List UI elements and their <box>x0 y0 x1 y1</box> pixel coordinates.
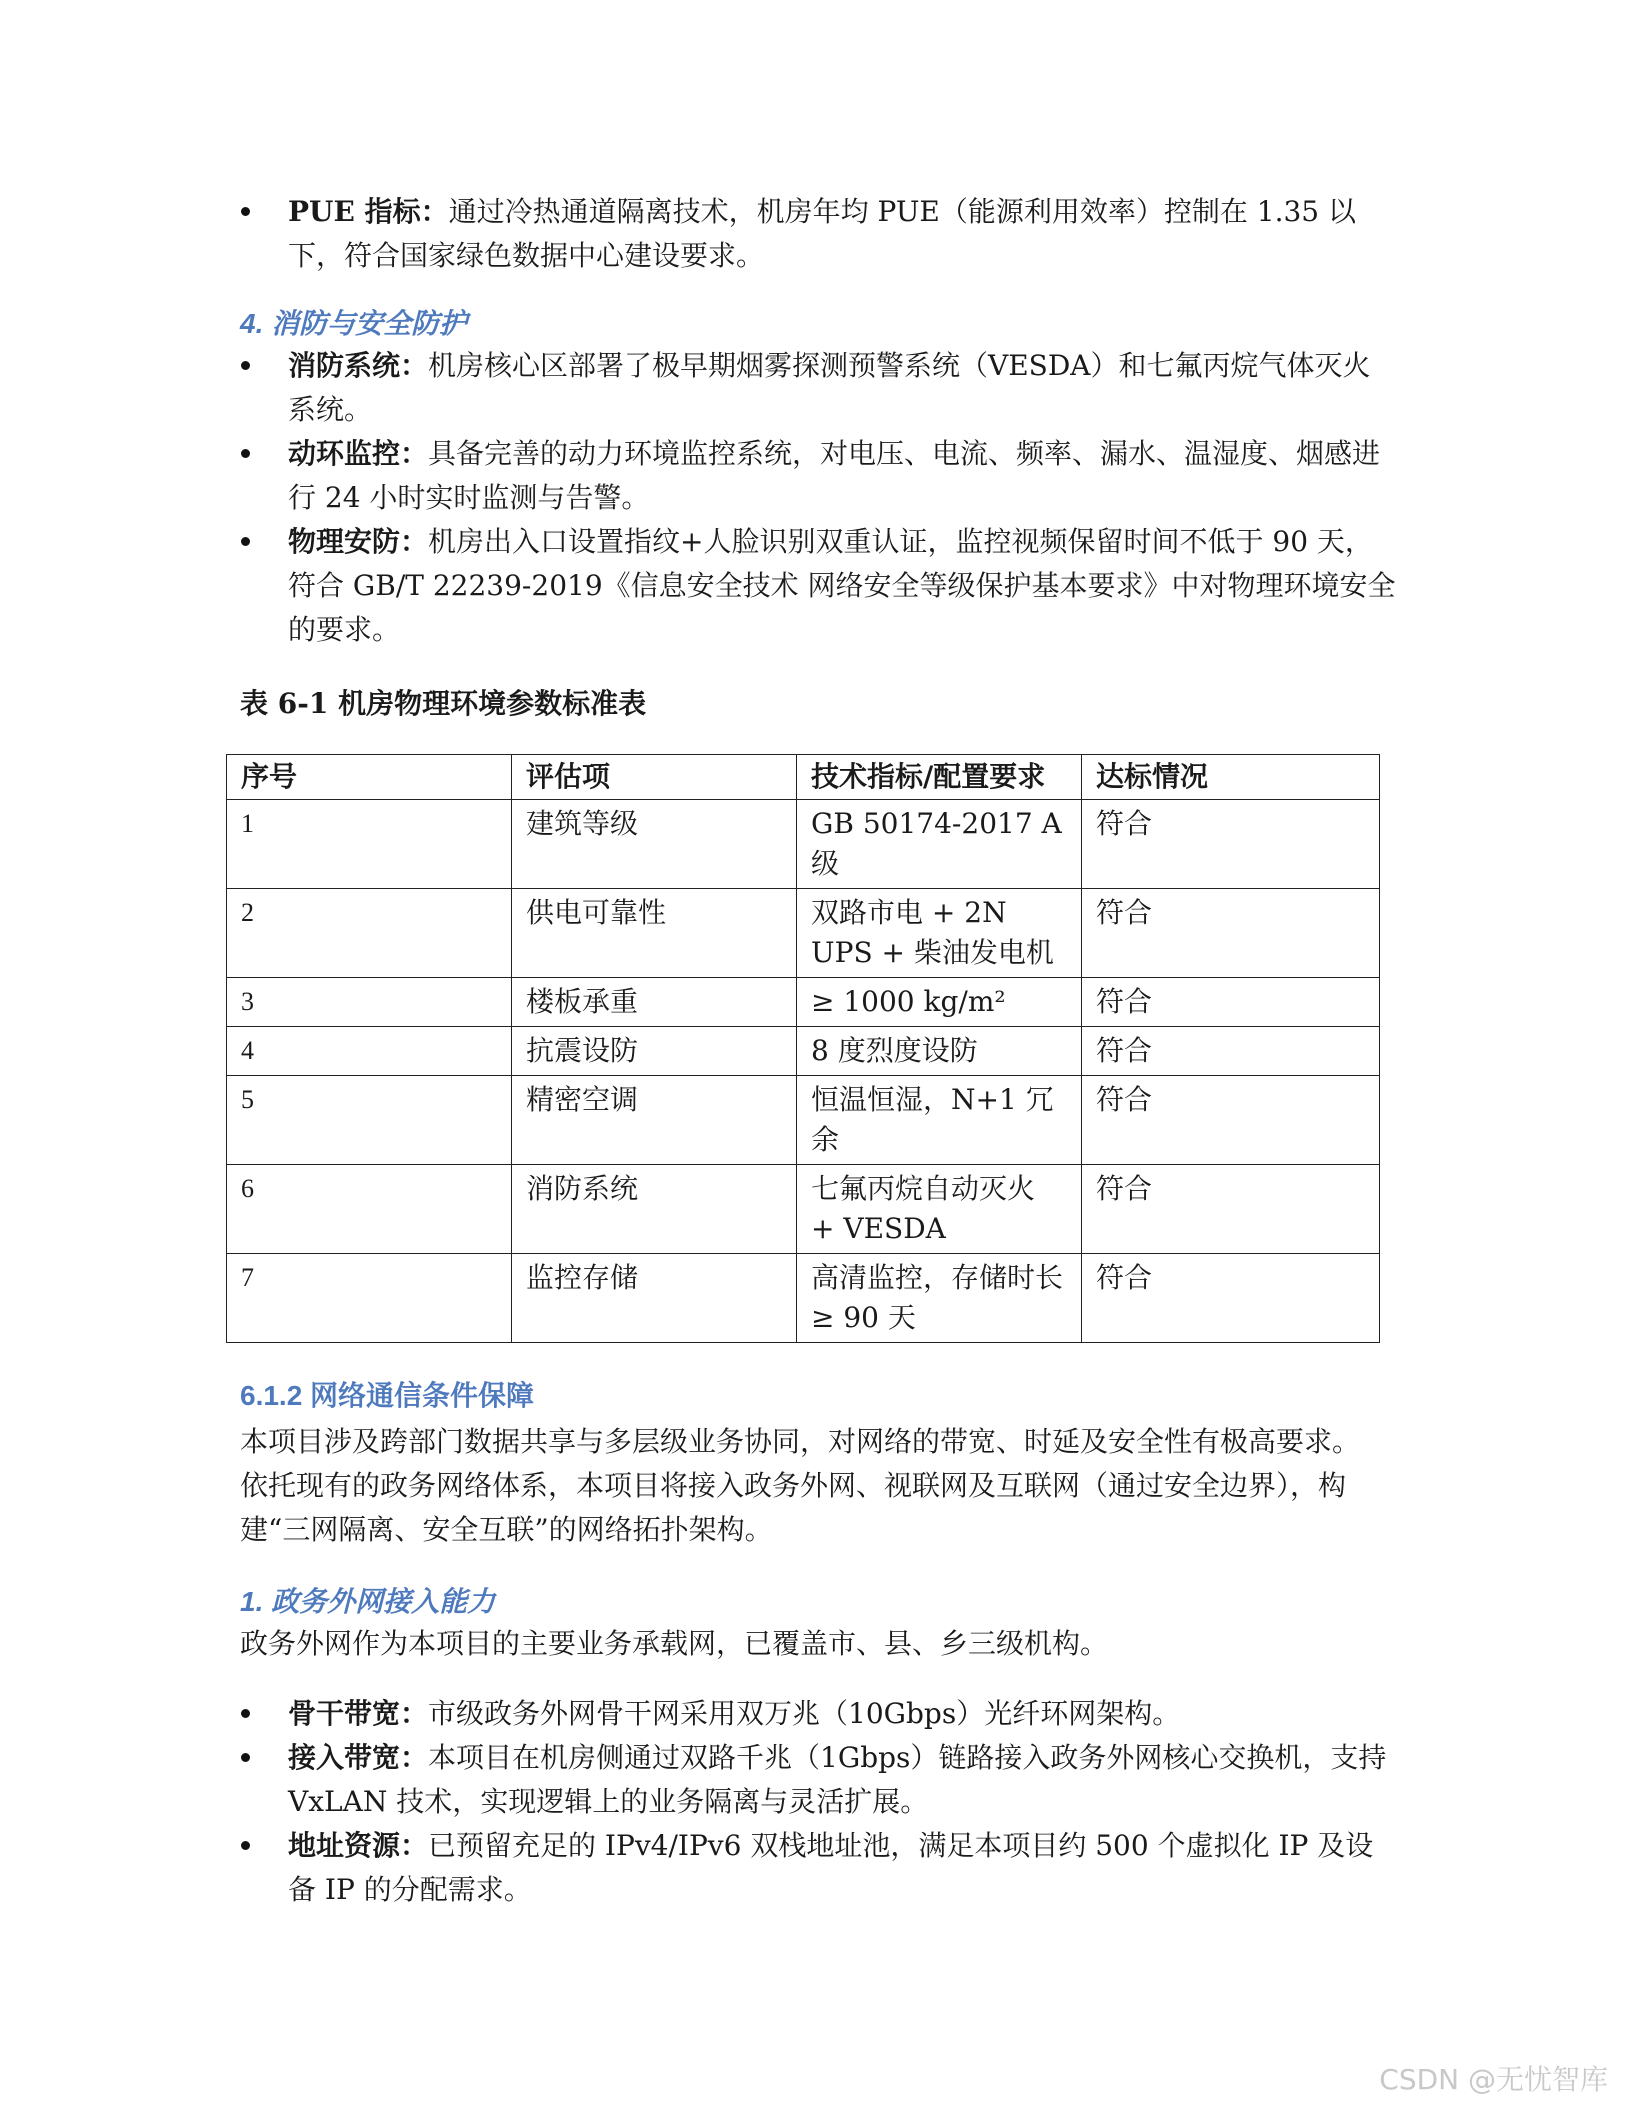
bullet-term: 动环监控： <box>288 437 429 470</box>
table-cell: 高清监控，存储时长 ≥ 90 天 <box>797 1254 1082 1343</box>
bullet-term: 地址资源： <box>288 1829 429 1862</box>
table-header-row <box>227 755 1380 800</box>
table-cell: 7 <box>227 1254 512 1343</box>
environment-parameter-table <box>226 754 1380 1343</box>
table-cell: GB 50174-2017 A 级 <box>797 800 1082 889</box>
table-cell: 2 <box>227 889 512 978</box>
table-cell: 符合 <box>1082 889 1380 978</box>
bullet-term: 消防系统： <box>288 349 429 382</box>
table-cell: 精密空调 <box>512 1076 797 1165</box>
table-cell: 抗震设防 <box>512 1027 797 1076</box>
watermark: CSDN @无忧智库 <box>1379 2063 1608 2096</box>
bullet-term: 物理安防： <box>288 525 429 558</box>
table-cell: ≥ 1000 kg/m² <box>797 978 1082 1027</box>
bullet-text: 具备完善的动力环境监控系统，对电压、电流、频率、漏水、温湿度、烟感进行 24 小时实时监测与告警。 <box>288 437 1381 514</box>
table-cell: 消防系统 <box>512 1165 797 1254</box>
table-row <box>227 889 1380 978</box>
bullet-text: 本项目在机房侧通过双路千兆（1Gbps）链路接入政务外网核心交换机，支持 VxLAN 技术，实现逻辑上的业务隔离与灵活扩展。 <box>288 1741 1387 1818</box>
table-row <box>227 800 1380 889</box>
bullet-item-physical-security <box>236 520 1396 652</box>
bullet-item-access-bandwidth <box>236 1736 1396 1824</box>
bullet-item-fire-system <box>236 344 1396 432</box>
column-header: 达标情况 <box>1082 755 1380 800</box>
table-cell: 4 <box>227 1027 512 1076</box>
table-cell: 双路市电 + 2N UPS + 柴油发电机 <box>797 889 1082 978</box>
table-row <box>227 1165 1380 1254</box>
table-cell: 七氟丙烷自动灭火 + VESDA <box>797 1165 1082 1254</box>
bullet-text: 市级政务外网骨干网采用双万兆（10Gbps）光纤环网架构。 <box>428 1697 1181 1730</box>
table-cell: 恒温恒湿，N+1 冗余 <box>797 1076 1082 1165</box>
fire-security-heading: 4. 消防与安全防护 <box>240 308 468 339</box>
table-cell: 符合 <box>1082 1254 1380 1343</box>
table-caption: 表 6-1 机房物理环境参数标准表 <box>240 687 647 720</box>
bullet-text: 通过冷热通道隔离技术，机房年均 PUE（能源利用效率）控制在 1.35 以下，符合国家绿色数据中心建设要求。 <box>288 195 1357 272</box>
table-cell: 5 <box>227 1076 512 1165</box>
table-row <box>227 1027 1380 1076</box>
bullet-text: 机房核心区部署了极早期烟雾探测预警系统（VESDA）和七氟丙烷气体灭火系统。 <box>288 349 1371 426</box>
egov-heading: 1. 政务外网接入能力 <box>240 1586 496 1617</box>
bullet-item-pue <box>236 190 1396 278</box>
bullet-text: 已预留充足的 IPv4/IPv6 双栈地址池，满足本项目约 500 个虚拟化 IP 及设备 IP 的分配需求。 <box>288 1829 1374 1906</box>
network-section-heading: 6.1.2 网络通信条件保障 <box>240 1380 535 1411</box>
egov-bullet-list <box>236 1692 1396 1912</box>
column-header: 技术指标/配置要求 <box>797 755 1082 800</box>
egov-paragraph: 政务外网作为本项目的主要业务承载网，已覆盖市、县、乡三级机构。 <box>240 1627 1109 1660</box>
bullet-item-backbone-bandwidth <box>236 1692 1396 1736</box>
bullet-term: 骨干带宽： <box>288 1697 429 1730</box>
table-cell: 建筑等级 <box>512 800 797 889</box>
table-cell: 监控存储 <box>512 1254 797 1343</box>
network-section-paragraph: 本项目涉及跨部门数据共享与多层级业务协同，对网络的带宽、时延及安全性有极高要求。依托现有的政务网络体系，本项目将接入政务外网、视联网及互联网（通过安全边界），构建“三网隔离、安全互联”的网络拓扑架构。 <box>240 1425 1361 1546</box>
bullet-text: 机房出入口设置指纹+人脸识别双重认证，监控视频保留时间不低于 90 天，符合 GB/T 22239-2019《信息安全技术 网络安全等级保护基本要求》中对物理环境安全的要求。 <box>288 525 1396 646</box>
table-cell: 符合 <box>1082 978 1380 1027</box>
table-cell: 3 <box>227 978 512 1027</box>
table-cell: 6 <box>227 1165 512 1254</box>
bullet-term: PUE 指标： <box>288 195 449 228</box>
fire-security-bullet-list <box>236 344 1396 652</box>
bullet-term: 接入带宽： <box>288 1741 429 1774</box>
table-cell: 楼板承重 <box>512 978 797 1027</box>
table-cell: 符合 <box>1082 1027 1380 1076</box>
bullet-item-address-resources <box>236 1824 1396 1912</box>
column-header: 评估项 <box>512 755 797 800</box>
table-cell: 8 度烈度设防 <box>797 1027 1082 1076</box>
table-row <box>227 978 1380 1027</box>
table-cell: 符合 <box>1082 1165 1380 1254</box>
pue-bullet-list <box>236 190 1396 278</box>
table-cell: 符合 <box>1082 1076 1380 1165</box>
bullet-item-env-monitoring <box>236 432 1396 520</box>
table-cell: 符合 <box>1082 800 1380 889</box>
table-cell: 供电可靠性 <box>512 889 797 978</box>
table-cell: 1 <box>227 800 512 889</box>
table-row <box>227 1076 1380 1165</box>
table-row <box>227 1254 1380 1343</box>
column-header: 序号 <box>227 755 512 800</box>
